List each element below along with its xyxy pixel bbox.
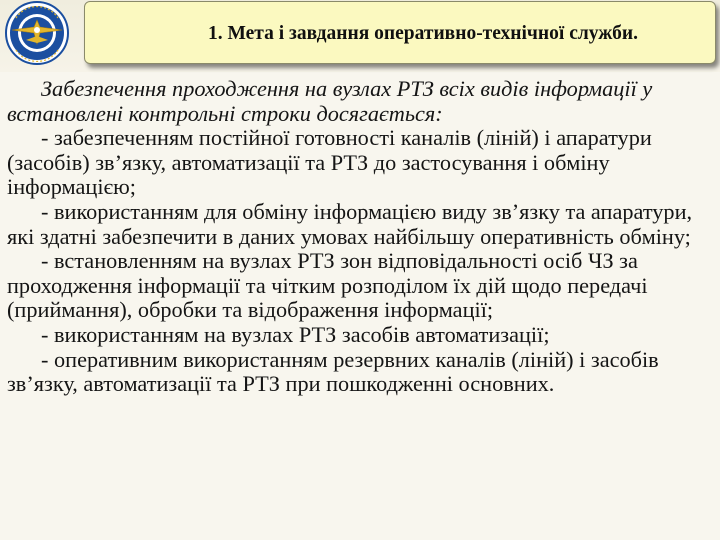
intro-paragraph: Забезпечення проходження на вузлах РТЗ всіх видів інформації у встановлені контрольні строки досягається: [7, 76, 653, 126]
list-item: - встановленням на вузлах РТЗ зон відповідальності осіб ЧЗ за проходження інформації та чітким розподілом їх дій щодо передачі (приймання), обробки та відображення інформації; [7, 248, 648, 323]
aviation-university-emblem-icon [2, 0, 72, 68]
page-title: 1. Мета і завдання оперативно-технічної служби. [207, 23, 639, 44]
list-item: - використанням для обміну інформацією виду зв’язку та апаратури, які здатні забезпечити в даних умовах найбільшу оперативність обміну; [7, 198, 693, 249]
list-item: - оперативним використанням резервних каналів (ліній) і засобів зв’язку, автоматизації та РТЗ при пошкодженні основних. [7, 346, 659, 397]
list-item: - використанням на вузлах РТЗ засобів автоматизації; [41, 321, 550, 347]
title-banner [84, 1, 716, 64]
list-item: - забезпеченням постійної готовності каналів (ліній) і апаратури (засобів) зв’язку, автоматизації та РТЗ до застосування і обміну інформацією; [7, 125, 652, 200]
body-text [7, 77, 715, 397]
